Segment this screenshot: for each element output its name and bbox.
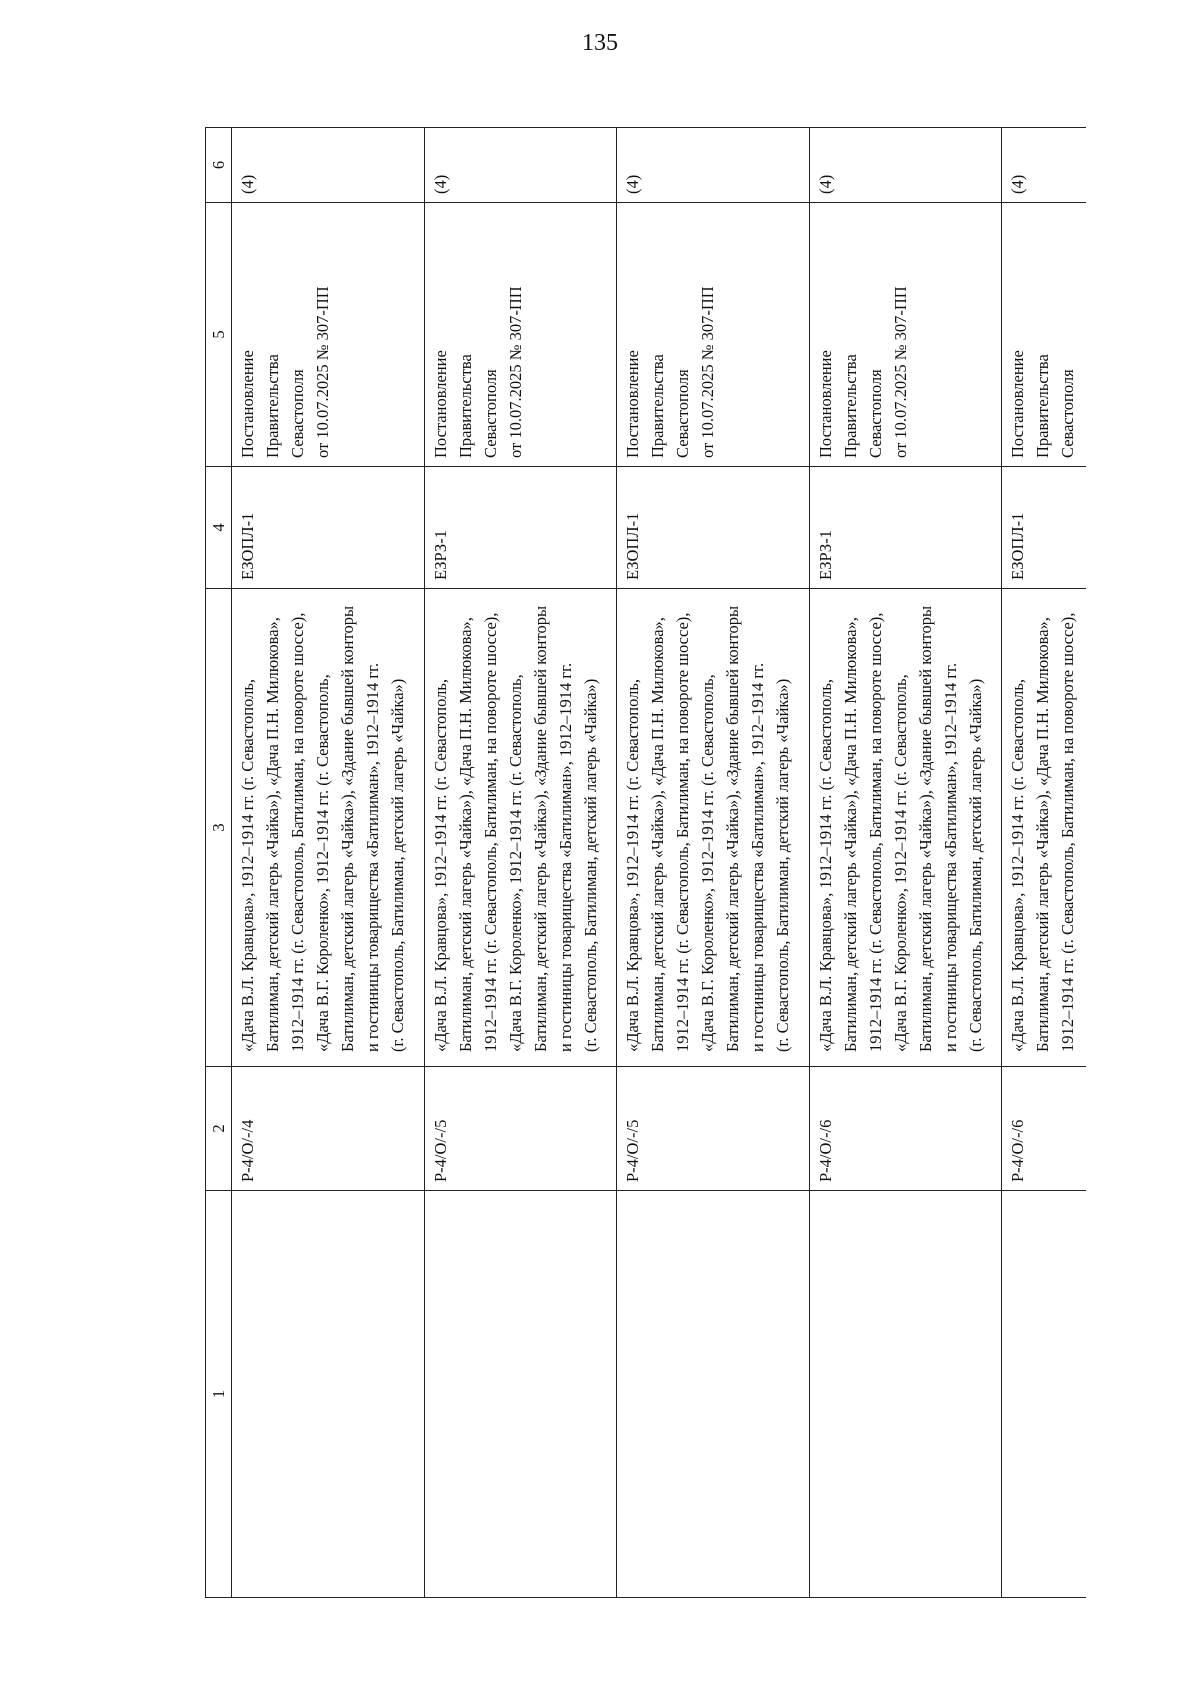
cell-line: Батилиман, детский лагерь «Чайка»), «Здание бывшей конторы xyxy=(530,605,550,1052)
cell-col1 xyxy=(232,1191,425,1598)
cell-line: 1912–1914 гг. (г. Севастополь, Батилиман, на повороте шоссе), xyxy=(865,612,885,1052)
cell-line: Батилиман, детский лагерь «Чайка»), «Дача П.Н. Милюкова», xyxy=(455,617,475,1052)
cell-line: 1912–1914 гг. (г. Севастополь, Батилиман, на повороте шоссе), xyxy=(673,612,692,1052)
cell-act xyxy=(232,203,425,467)
col1-value xyxy=(232,1191,235,1597)
cell-line: Севастополя xyxy=(1058,369,1077,458)
cell-line: 1912–1914 гг. (г. Севастополь, Батилиман, на повороте шоссе), xyxy=(288,612,307,1052)
cell-zone xyxy=(424,467,617,589)
cell-act xyxy=(1002,203,1087,467)
code-value: Р-4/О/-/5 xyxy=(430,1119,450,1182)
code-value: Р-4/О/-/6 xyxy=(815,1119,835,1182)
cell-line: «Дача В.Л. Кравцова», 1912–1914 гг. (г. Севастополь, xyxy=(430,678,450,1052)
cell-line: «Дача В.Л. Кравцова», 1912–1914 гг. (г. Севастополь, xyxy=(623,678,642,1052)
cell-line: и гостиницы товарищества «Батилиман», 1912–1914 гг. xyxy=(555,662,575,1052)
cell-line: от 10.07.2025 № 307-ПП xyxy=(313,286,332,458)
cell-line: «Дача В.Г. Короленко», 1912–1914 гг. (г. Севастополь, xyxy=(698,674,717,1052)
cell-line: «Дача В.Г. Короленко», 1912–1914 гг. (г. Севастополь, xyxy=(313,674,332,1052)
col1-value xyxy=(810,1191,813,1597)
cell-line: от 10.07.2025 № 307-ПП xyxy=(698,286,717,458)
cell-zone xyxy=(809,467,1002,589)
col1-value xyxy=(425,1191,428,1597)
cell-line: от 10.07.2025 № 307-ПП xyxy=(505,286,525,458)
cell-description xyxy=(1002,589,1087,1067)
cell-line: Батилиман, детский лагерь «Чайка»), «Дача П.Н. Милюкова», xyxy=(263,617,282,1052)
cell-description xyxy=(424,589,617,1067)
cell-line: Правительства xyxy=(1033,354,1052,458)
cell-line: Севастополя xyxy=(673,369,692,458)
note-value: (4) xyxy=(430,174,450,194)
cell-code xyxy=(1002,1067,1087,1191)
table-row xyxy=(232,128,425,1598)
header-cell: 5 xyxy=(206,203,232,467)
cell-col1 xyxy=(617,1191,810,1598)
cell-line: (г. Севастополь, Батилиман, детский лагерь «Чайка») xyxy=(580,678,600,1052)
cell-line: от 10.07.2025 № 307-ПП xyxy=(890,286,910,458)
cell-col1 xyxy=(809,1191,1002,1598)
header-cell: 6 xyxy=(206,128,232,203)
cell-line: Постановление xyxy=(623,350,642,458)
note-value: (4) xyxy=(238,174,257,194)
zone-value: ЕЗОПЛ-1 xyxy=(1008,512,1027,580)
header-cell: 3 xyxy=(206,589,232,1067)
cell-line: Постановление xyxy=(238,350,257,458)
cell-code xyxy=(809,1067,1002,1191)
data-table xyxy=(205,127,1087,1598)
table-row xyxy=(617,128,810,1598)
note-value: (4) xyxy=(1008,174,1027,194)
table-row xyxy=(809,128,1002,1598)
col1-value xyxy=(1002,1191,1005,1597)
note-value: (4) xyxy=(623,174,642,194)
cell-line: 1912–1914 гг. (г. Севастополь, Батилиман, на повороте шоссе), xyxy=(480,612,500,1052)
table-body xyxy=(232,128,1087,1598)
cell-col1 xyxy=(424,1191,617,1598)
cell-line: Постановление xyxy=(1008,350,1027,458)
cell-line: (г. Севастополь, Батилиман, детский лагерь «Чайка») xyxy=(773,678,792,1052)
cell-line: и гостиницы товарищества «Батилиман», 1912–1914 гг. xyxy=(363,662,382,1052)
cell-zone xyxy=(1002,467,1087,589)
zone-value: ЕЗОПЛ-1 xyxy=(238,512,257,580)
cell-note xyxy=(1002,128,1087,203)
cell-description xyxy=(809,589,1002,1067)
note-value: (4) xyxy=(815,174,835,194)
cell-line: Батилиман, детский лагерь «Чайка»), «Здание бывшей конторы xyxy=(915,605,935,1052)
cell-line: «Дача В.Л. Кравцова», 1912–1914 гг. (г. Севастополь, xyxy=(1008,678,1027,1052)
cell-line: Батилиман, детский лагерь «Чайка»), «Дача П.Н. Милюкова», xyxy=(1033,617,1052,1052)
cell-note xyxy=(232,128,425,203)
cell-line: «Дача В.Г. Короленко», 1912–1914 гг. (г. Севастополь, xyxy=(890,674,910,1052)
cell-line: (г. Севастополь, Батилиман, детский лагерь «Чайка») xyxy=(388,678,407,1052)
cell-line: Правительства xyxy=(648,354,667,458)
code-value: Р-4/О/-/5 xyxy=(623,1119,642,1182)
cell-line: «Дача В.Л. Кравцова», 1912–1914 гг. (г. Севастополь, xyxy=(815,678,835,1052)
cell-line: и гостиницы товарищества «Батилиман», 1912–1914 гг. xyxy=(940,662,960,1052)
code-value: Р-4/О/-/6 xyxy=(1008,1119,1027,1182)
cell-line: Постановление xyxy=(815,350,835,458)
cell-line: Севастополя xyxy=(288,369,307,458)
cell-note xyxy=(809,128,1002,203)
cell-code xyxy=(424,1067,617,1191)
cell-line: Правительства xyxy=(263,354,282,458)
cell-code xyxy=(617,1067,810,1191)
code-value: Р-4/О/-/4 xyxy=(238,1119,257,1182)
cell-line: «Дача В.Л. Кравцова», 1912–1914 гг. (г. Севастополь, xyxy=(238,678,257,1052)
cell-line: Правительства xyxy=(455,354,475,458)
cell-code xyxy=(232,1067,425,1191)
cell-note xyxy=(424,128,617,203)
header-row xyxy=(206,128,232,1598)
cell-act xyxy=(424,203,617,467)
header-cell: 4 xyxy=(206,467,232,589)
zone-value: ЕЗРЗ-1 xyxy=(815,530,835,580)
cell-zone xyxy=(617,467,810,589)
cell-line: и гостиницы товарищества «Батилиман», 1912–1914 гг. xyxy=(748,662,767,1052)
cell-line: Батилиман, детский лагерь «Чайка»), «Дача П.Н. Милюкова», xyxy=(840,617,860,1052)
table-row xyxy=(424,128,617,1598)
header-cell: 2 xyxy=(206,1067,232,1191)
cell-act xyxy=(809,203,1002,467)
cell-zone xyxy=(232,467,425,589)
zone-value: ЕЗРЗ-1 xyxy=(430,530,450,580)
page-number: 135 xyxy=(582,30,618,56)
cell-line: Батилиман, детский лагерь «Чайка»), «Здание бывшей конторы xyxy=(723,605,742,1052)
cell-line: Севастополя xyxy=(480,369,500,458)
cell-note xyxy=(617,128,810,203)
cell-act xyxy=(617,203,810,467)
cell-line: Севастополя xyxy=(865,369,885,458)
table-row xyxy=(1002,128,1087,1598)
cell-description xyxy=(232,589,425,1067)
cell-col1 xyxy=(1002,1191,1087,1598)
cell-description xyxy=(617,589,810,1067)
cell-line: «Дача В.Г. Короленко», 1912–1914 гг. (г. Севастополь, xyxy=(505,674,525,1052)
rotated-table-wrapper xyxy=(205,128,1087,1598)
zone-value: ЕЗОПЛ-1 xyxy=(623,512,642,580)
cell-line: Правительства xyxy=(840,354,860,458)
cell-line: Батилиман, детский лагерь «Чайка»), «Дача П.Н. Милюкова», xyxy=(648,617,667,1052)
cell-line: 1912–1914 гг. (г. Севастополь, Батилиман, на повороте шоссе), xyxy=(1058,612,1077,1052)
col1-value xyxy=(617,1191,620,1597)
cell-line: Батилиман, детский лагерь «Чайка»), «Здание бывшей конторы xyxy=(338,605,357,1052)
header-cell: 1 xyxy=(206,1191,232,1598)
cell-line: Постановление xyxy=(430,350,450,458)
cell-line: (г. Севастополь, Батилиман, детский лагерь «Чайка») xyxy=(965,678,985,1052)
